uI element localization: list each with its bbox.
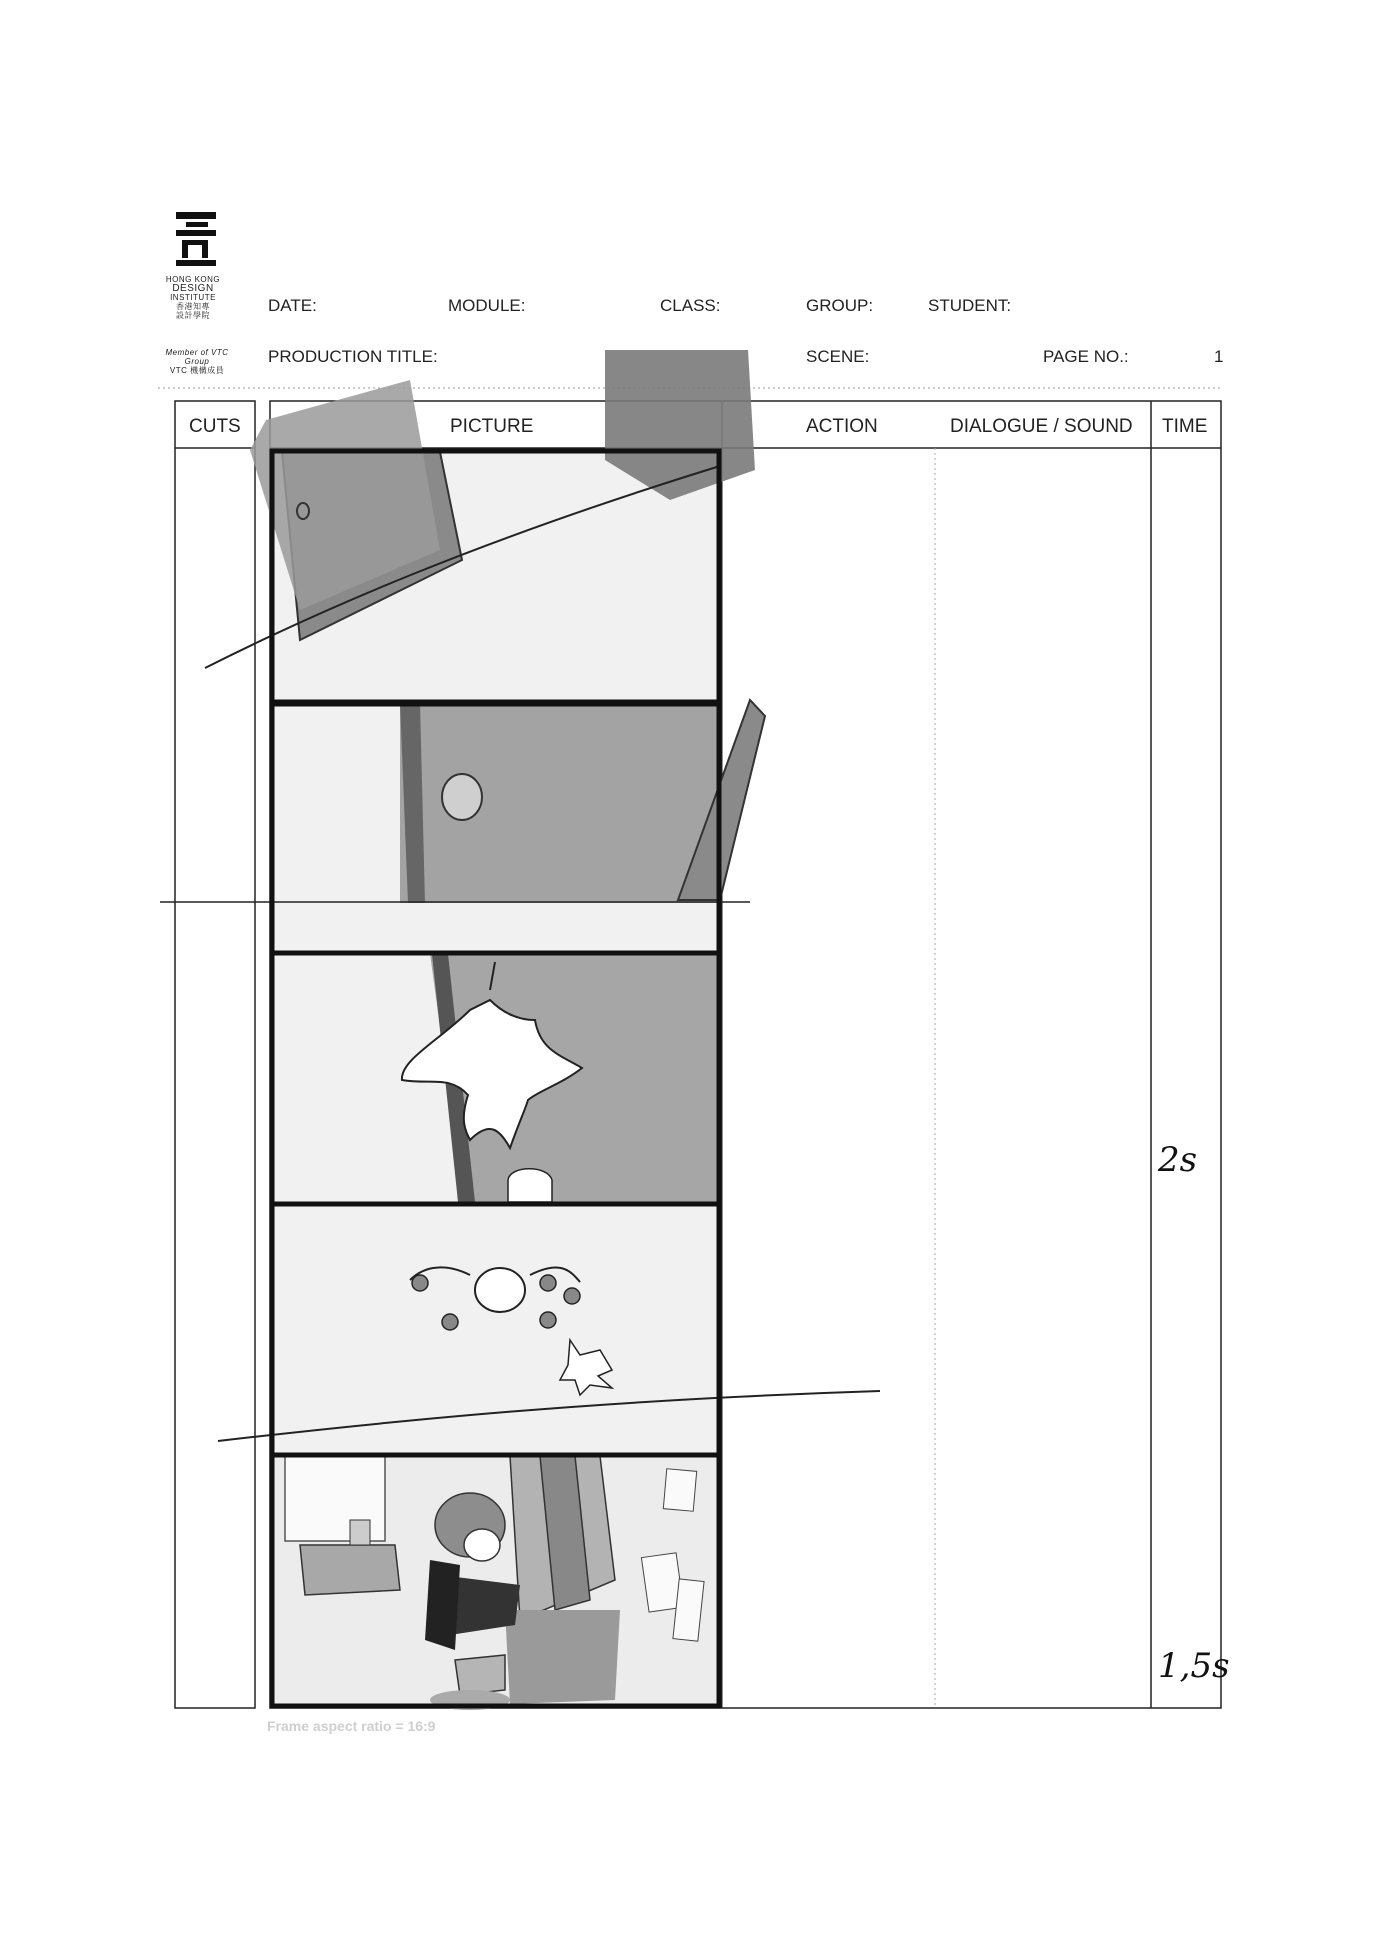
col-time: TIME bbox=[1162, 416, 1208, 437]
col-cuts: CUTS bbox=[189, 416, 241, 437]
frame-aspect-note: Frame aspect ratio = 16:9 bbox=[267, 1718, 436, 1734]
student-label: STUDENT: bbox=[928, 296, 1012, 315]
col-picture: PICTURE bbox=[450, 416, 534, 437]
panel-2 bbox=[160, 700, 765, 951]
page-no-value: 1 bbox=[1214, 347, 1224, 366]
cuts-column bbox=[175, 401, 255, 1708]
production-title-label: PRODUCTION TITLE: bbox=[268, 347, 438, 366]
scene-label: SCENE: bbox=[806, 347, 870, 366]
panel-1 bbox=[205, 350, 755, 700]
member-line-2: VTC 機構成員 bbox=[169, 366, 225, 375]
col-action: ACTION bbox=[806, 416, 878, 437]
col-dialogue-sound: DIALOGUE / SOUND bbox=[950, 416, 1133, 437]
group-label: GROUP: bbox=[806, 296, 874, 315]
date-label: DATE: bbox=[268, 296, 317, 315]
logo-text-4: 香港知專 bbox=[176, 302, 210, 311]
member-line-1: Member of VTC Group bbox=[165, 348, 229, 366]
class-label: CLASS: bbox=[660, 296, 721, 315]
time-note-1: 2s bbox=[1158, 1140, 1198, 1180]
logo-text-1: HONG KONG bbox=[165, 275, 221, 284]
panel-5 bbox=[273, 1456, 718, 1710]
logo-text-2: DESIGN bbox=[172, 283, 214, 294]
time-note-2: 1,5s bbox=[1158, 1646, 1230, 1686]
logo-text-3: INSTITUTE bbox=[170, 293, 216, 302]
module-label: MODULE: bbox=[448, 296, 526, 315]
page-no-label: PAGE NO.: bbox=[1043, 347, 1129, 366]
panel-3 bbox=[273, 954, 718, 1202]
logo-text-5: 設計學院 bbox=[176, 311, 210, 320]
panel-4 bbox=[218, 1205, 880, 1453]
